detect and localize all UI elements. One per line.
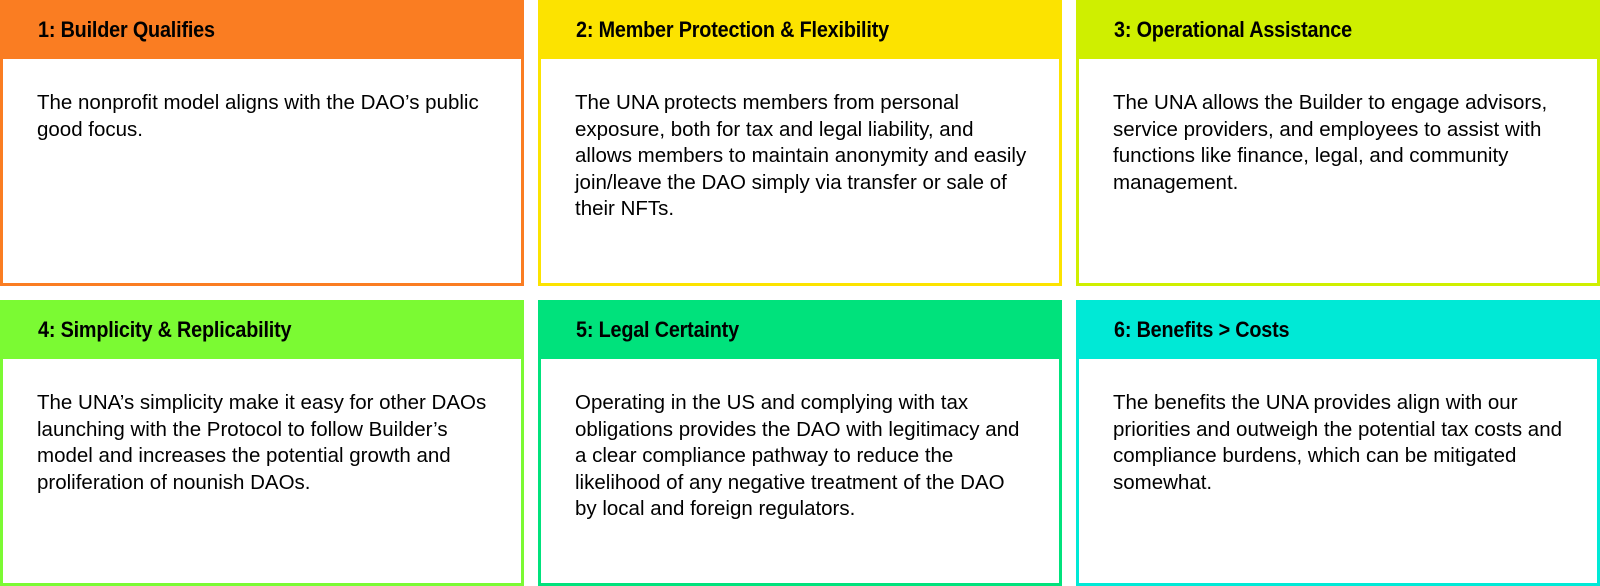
card-body: The nonprofit model aligns with the DAO’s public good focus. [37,91,479,141]
card-simplicity-replicability [0,300,524,586]
card-body: The UNA’s simplicity make it easy for other DAOs launching with the Protocol to follow Builder’s model and increases the potential growth and proliferation of nounish DAOs. [37,391,487,494]
card-header [1079,303,1597,359]
card-title: 1: Builder Qualifies [38,17,215,42]
card-title: 2: Member Protection & Flexibility [576,17,889,42]
card-benefits-costs [1076,300,1600,586]
card-title: 4: Simplicity & Replicability [38,317,292,342]
card-operational-assistance [1076,0,1600,286]
card-header [3,303,521,359]
card-title: 5: Legal Certainty [576,317,739,342]
card-title: 6: Benefits > Costs [1114,317,1290,342]
card-header [1079,3,1597,59]
card-body: The benefits the UNA provides align with our priorities and outweigh the potential tax costs and compliance burdens, which can be mitigated somewhat. [1113,391,1562,494]
card-title: 3: Operational Assistance [1114,17,1352,42]
card-member-protection [538,0,1062,286]
card-header [541,3,1059,59]
card-header [541,303,1059,359]
card-body: The UNA protects members from personal exposure, both for tax and legal liability, and allows members to maintain anonymity and easily join/leave the DAO simply via transfer or sale of their NFTs. [575,91,1027,220]
card-header [3,3,521,59]
card-body: Operating in the US and complying with tax obligations provides the DAO with legitimacy and a clear compliance pathway to reduce the likelihood of any negative treatment of the DAO by local and foreign regulators. [575,391,1020,520]
card-body: The UNA allows the Builder to engage advisors, service providers, and employees to assist with functions like finance, legal, and community management. [1113,91,1548,194]
card-builder-qualifies [0,0,524,286]
card-legal-certainty [538,300,1062,586]
